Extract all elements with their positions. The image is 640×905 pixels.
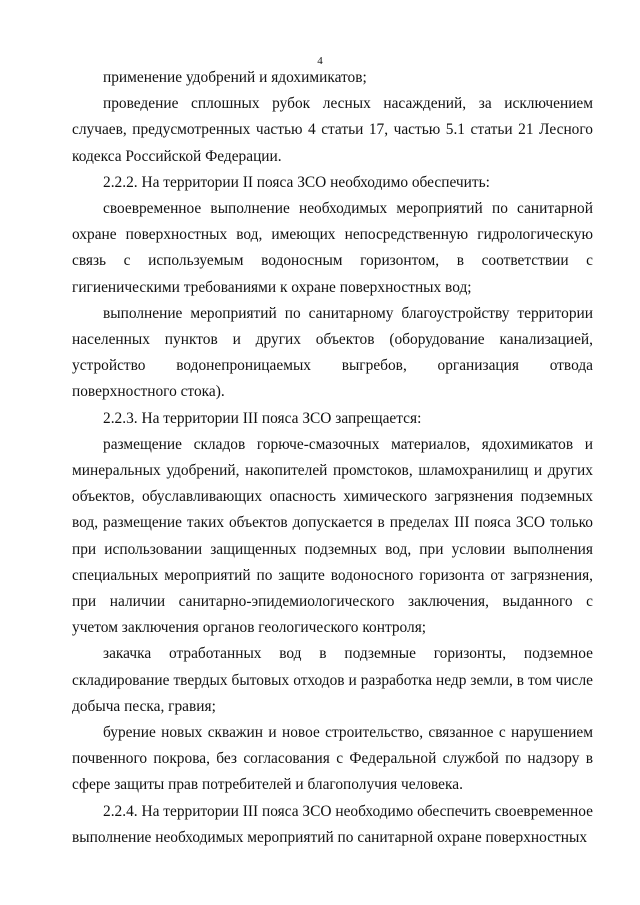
paragraph-surface-water-protection: своевременное выполнение необходимых мероприятий по санитарной охране поверхностных вод, имеющих непосредственную гидрологическую связь с используемым водоносным горизонтом, в соответствии с гигиеническими требованиями к охране поверхностных вод; bbox=[72, 200, 593, 296]
page-number: 4 bbox=[317, 55, 323, 67]
section-heading-2-2-4: 2.2.4. На территории III пояса ЗСО необходимо обеспечить своевременное выполнение необходимых мероприятий по санитарной охране поверхностных bbox=[72, 802, 593, 846]
paragraph-storage-placement: размещение складов горюче-смазочных материалов, ядохимикатов и минеральных удобрений, накопителей промстоков, шламохранилищ и других объектов, обуславливающих опасность химического загрязнения подземных вод, размещение таких объектов допускается в пределах III пояса ЗСО только при использовании защищенных подземных вод, при условии выполнения специальных мероприятий по защите водоносного горизонта от загрязнения, при наличии санитарно-эпидемиологического заключения, выданного с учетом заключения органов геологического контроля; bbox=[72, 435, 593, 637]
section-heading-2-2-2: 2.2.2. На территории II пояса ЗСО необходимо обеспечить: bbox=[103, 173, 490, 191]
paragraph-fertilizers-ban: применение удобрений и ядохимикатов; bbox=[103, 69, 367, 86]
document-body bbox=[72, 65, 593, 851]
paragraph-sanitary-improvement: выполнение мероприятий по санитарному благоустройству территории населенных пунктов и других объектов (оборудование канализацией, устройство водонепроницаемых выгребов, организация отвода поверхностного стока). bbox=[72, 304, 593, 401]
paragraph-new-wells: бурение новых скважин и новое строительство, связанное с нарушением почвенного покрова, без согласования с Федеральной службой по надзору в сфере защиты прав потребителей и благополучия человека. bbox=[72, 724, 593, 794]
paragraph-logging-ban: проведение сплошных рубок лесных насаждений, за исключением случаев, предусмотренных частью 4 статьи 17, частью 5.1 статьи 21 Лесного кодекса Российской Федерации. bbox=[72, 95, 593, 165]
section-heading-2-2-3: 2.2.3. На территории III пояса ЗСО запрещается: bbox=[103, 409, 422, 427]
paragraph-waste-injection: закачка отработанных вод в подземные горизонты, подземное складирование твердых бытовых отходов и разработка недр земли, в том числе добыча песка, гравия; bbox=[72, 645, 593, 715]
